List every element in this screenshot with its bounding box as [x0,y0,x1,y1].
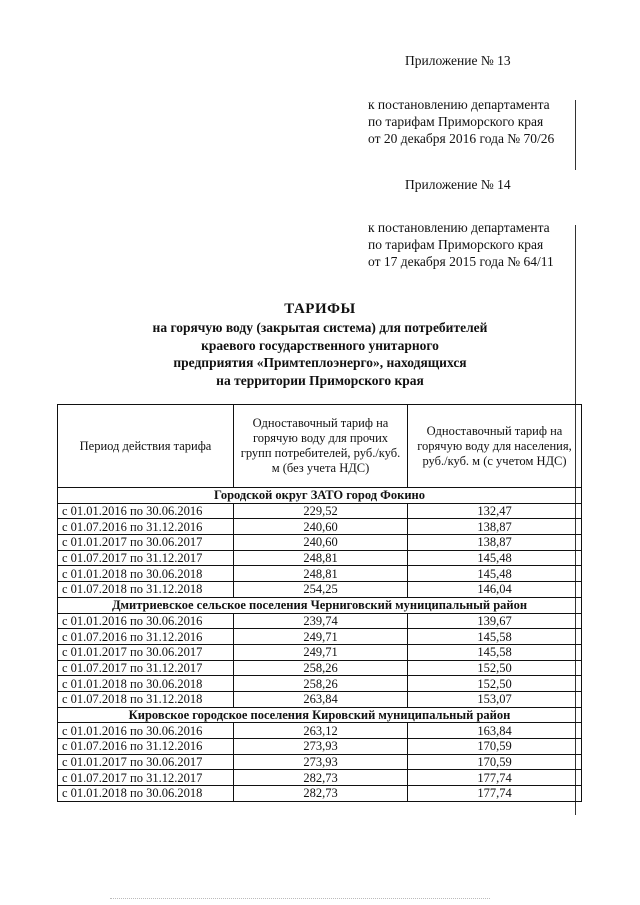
title-line-2: краевого государственного унитарного [201,337,439,353]
title-line-1: на горячую воду (закрытая система) для потребителей [152,320,488,335]
table-row [58,582,582,598]
tariff-population-cell: 177,74 [408,786,582,802]
ref13-line-3: от 20 декабря 2016 года № 70/26 [368,131,555,146]
period-cell: с 01.07.2016 по 31.12.2016 [58,629,234,645]
tariff-population-cell: 170,59 [408,739,582,755]
tariff-population-cell: 139,67 [408,613,582,629]
tariff-other-cell: 249,71 [234,629,408,645]
table-body [58,488,582,802]
tariff-population-cell: 153,07 [408,691,582,707]
appendix-14-label [405,176,511,193]
period-cell: с 01.07.2018 по 31.12.2018 [58,691,234,707]
section-name: Дмитриевское сельское поселения Черниговский муниципальный район [58,597,582,613]
table-row [58,550,582,566]
table-row [58,566,582,582]
header-period: Период действия тарифа [58,405,234,488]
tariff-population-cell: 145,58 [408,629,582,645]
period-cell: с 01.01.2018 по 30.06.2018 [58,786,234,802]
period-cell: с 01.01.2017 по 30.06.2017 [58,754,234,770]
period-cell: с 01.01.2018 по 30.06.2018 [58,566,234,582]
section-name: Городской округ ЗАТО город Фокино [58,488,582,504]
table-header-row [58,405,582,488]
period-cell: с 01.01.2018 по 30.06.2018 [58,676,234,692]
tariff-other-cell: 229,52 [234,503,408,519]
title-line-4: на территории Приморского края [216,372,424,388]
appendix-13-title: Приложение № 13 [405,53,511,68]
table-row [58,691,582,707]
tariff-population-cell: 145,58 [408,644,582,660]
tariff-population-cell: 132,47 [408,503,582,519]
tariff-population-cell: 152,50 [408,660,582,676]
tariff-population-cell: 163,84 [408,723,582,739]
table-row [58,644,582,660]
tariff-other-cell: 249,71 [234,644,408,660]
period-cell: с 01.07.2017 по 31.12.2017 [58,660,234,676]
table-row [58,723,582,739]
tariff-population-cell: 138,87 [408,519,582,535]
tariff-other-cell: 248,81 [234,550,408,566]
tariff-other-cell: 282,73 [234,770,408,786]
tariff-other-cell: 240,60 [234,535,408,551]
ref14-line-1: к постановлению департамента [368,220,550,235]
tariff-population-cell: 138,87 [408,535,582,551]
appendix-14-title: Приложение № 14 [405,177,511,192]
table-row [58,770,582,786]
tariff-population-cell: 170,59 [408,754,582,770]
table-row [58,519,582,535]
tariff-other-cell: 273,93 [234,754,408,770]
ref14-line-3: от 17 декабря 2015 года № 64/11 [368,254,554,269]
table-row [58,613,582,629]
title-line-3: предприятия «Примтеплоэнерго», находящихся [173,355,467,370]
tariff-other-cell: 258,26 [234,676,408,692]
tariff-population-cell: 177,74 [408,770,582,786]
tariff-population-cell: 145,48 [408,566,582,582]
title-main: ТАРИФЫ [284,301,356,317]
header-tariff-population: Одноставочный тариф на горячую воду для населения, руб./куб. м (с учетом НДС) [408,405,582,488]
period-cell: с 01.07.2017 по 31.12.2017 [58,770,234,786]
table-row [58,660,582,676]
document-title [60,300,580,389]
period-cell: с 01.07.2016 по 31.12.2016 [58,739,234,755]
table-row [58,535,582,551]
table-row [58,629,582,645]
table-row [58,503,582,519]
tariff-other-cell: 239,74 [234,613,408,629]
period-cell: с 01.07.2017 по 31.12.2017 [58,550,234,566]
tariff-other-cell: 282,73 [234,786,408,802]
period-cell: с 01.07.2016 по 31.12.2016 [58,519,234,535]
tariff-population-cell: 152,50 [408,676,582,692]
period-cell: с 01.01.2016 по 30.06.2016 [58,503,234,519]
ref13-line-1: к постановлению департамента [368,97,550,112]
tariff-other-cell: 248,81 [234,566,408,582]
tariff-table [57,404,582,802]
scan-margin-line [575,100,576,170]
scan-artifact [110,898,490,901]
period-cell: с 01.07.2018 по 31.12.2018 [58,582,234,598]
table-row [58,754,582,770]
section-header-row [58,707,582,723]
section-header-row [58,597,582,613]
section-name: Кировское городское поселения Кировский муниципальный район [58,707,582,723]
tariff-other-cell: 263,84 [234,691,408,707]
tariff-other-cell: 258,26 [234,660,408,676]
appendix-14-reference [368,219,554,270]
tariff-other-cell: 254,25 [234,582,408,598]
period-cell: с 01.01.2016 по 30.06.2016 [58,613,234,629]
period-cell: с 01.01.2017 по 30.06.2017 [58,535,234,551]
table-row [58,786,582,802]
header-tariff-other: Одноставочный тариф на горячую воду для прочих групп потребителей, руб./куб. м (без учета НДС) [234,405,408,488]
appendix-13-reference [368,96,554,147]
ref14-line-2: по тарифам Приморского края [368,237,544,252]
tariff-other-cell: 263,12 [234,723,408,739]
table-row [58,739,582,755]
tariff-population-cell: 145,48 [408,550,582,566]
section-header-row [58,488,582,504]
tariff-other-cell: 273,93 [234,739,408,755]
tariff-other-cell: 240,60 [234,519,408,535]
period-cell: с 01.01.2016 по 30.06.2016 [58,723,234,739]
table-row [58,676,582,692]
appendix-13-label [405,52,511,69]
ref13-line-2: по тарифам Приморского края [368,114,544,129]
period-cell: с 01.01.2017 по 30.06.2017 [58,644,234,660]
tariff-population-cell: 146,04 [408,582,582,598]
